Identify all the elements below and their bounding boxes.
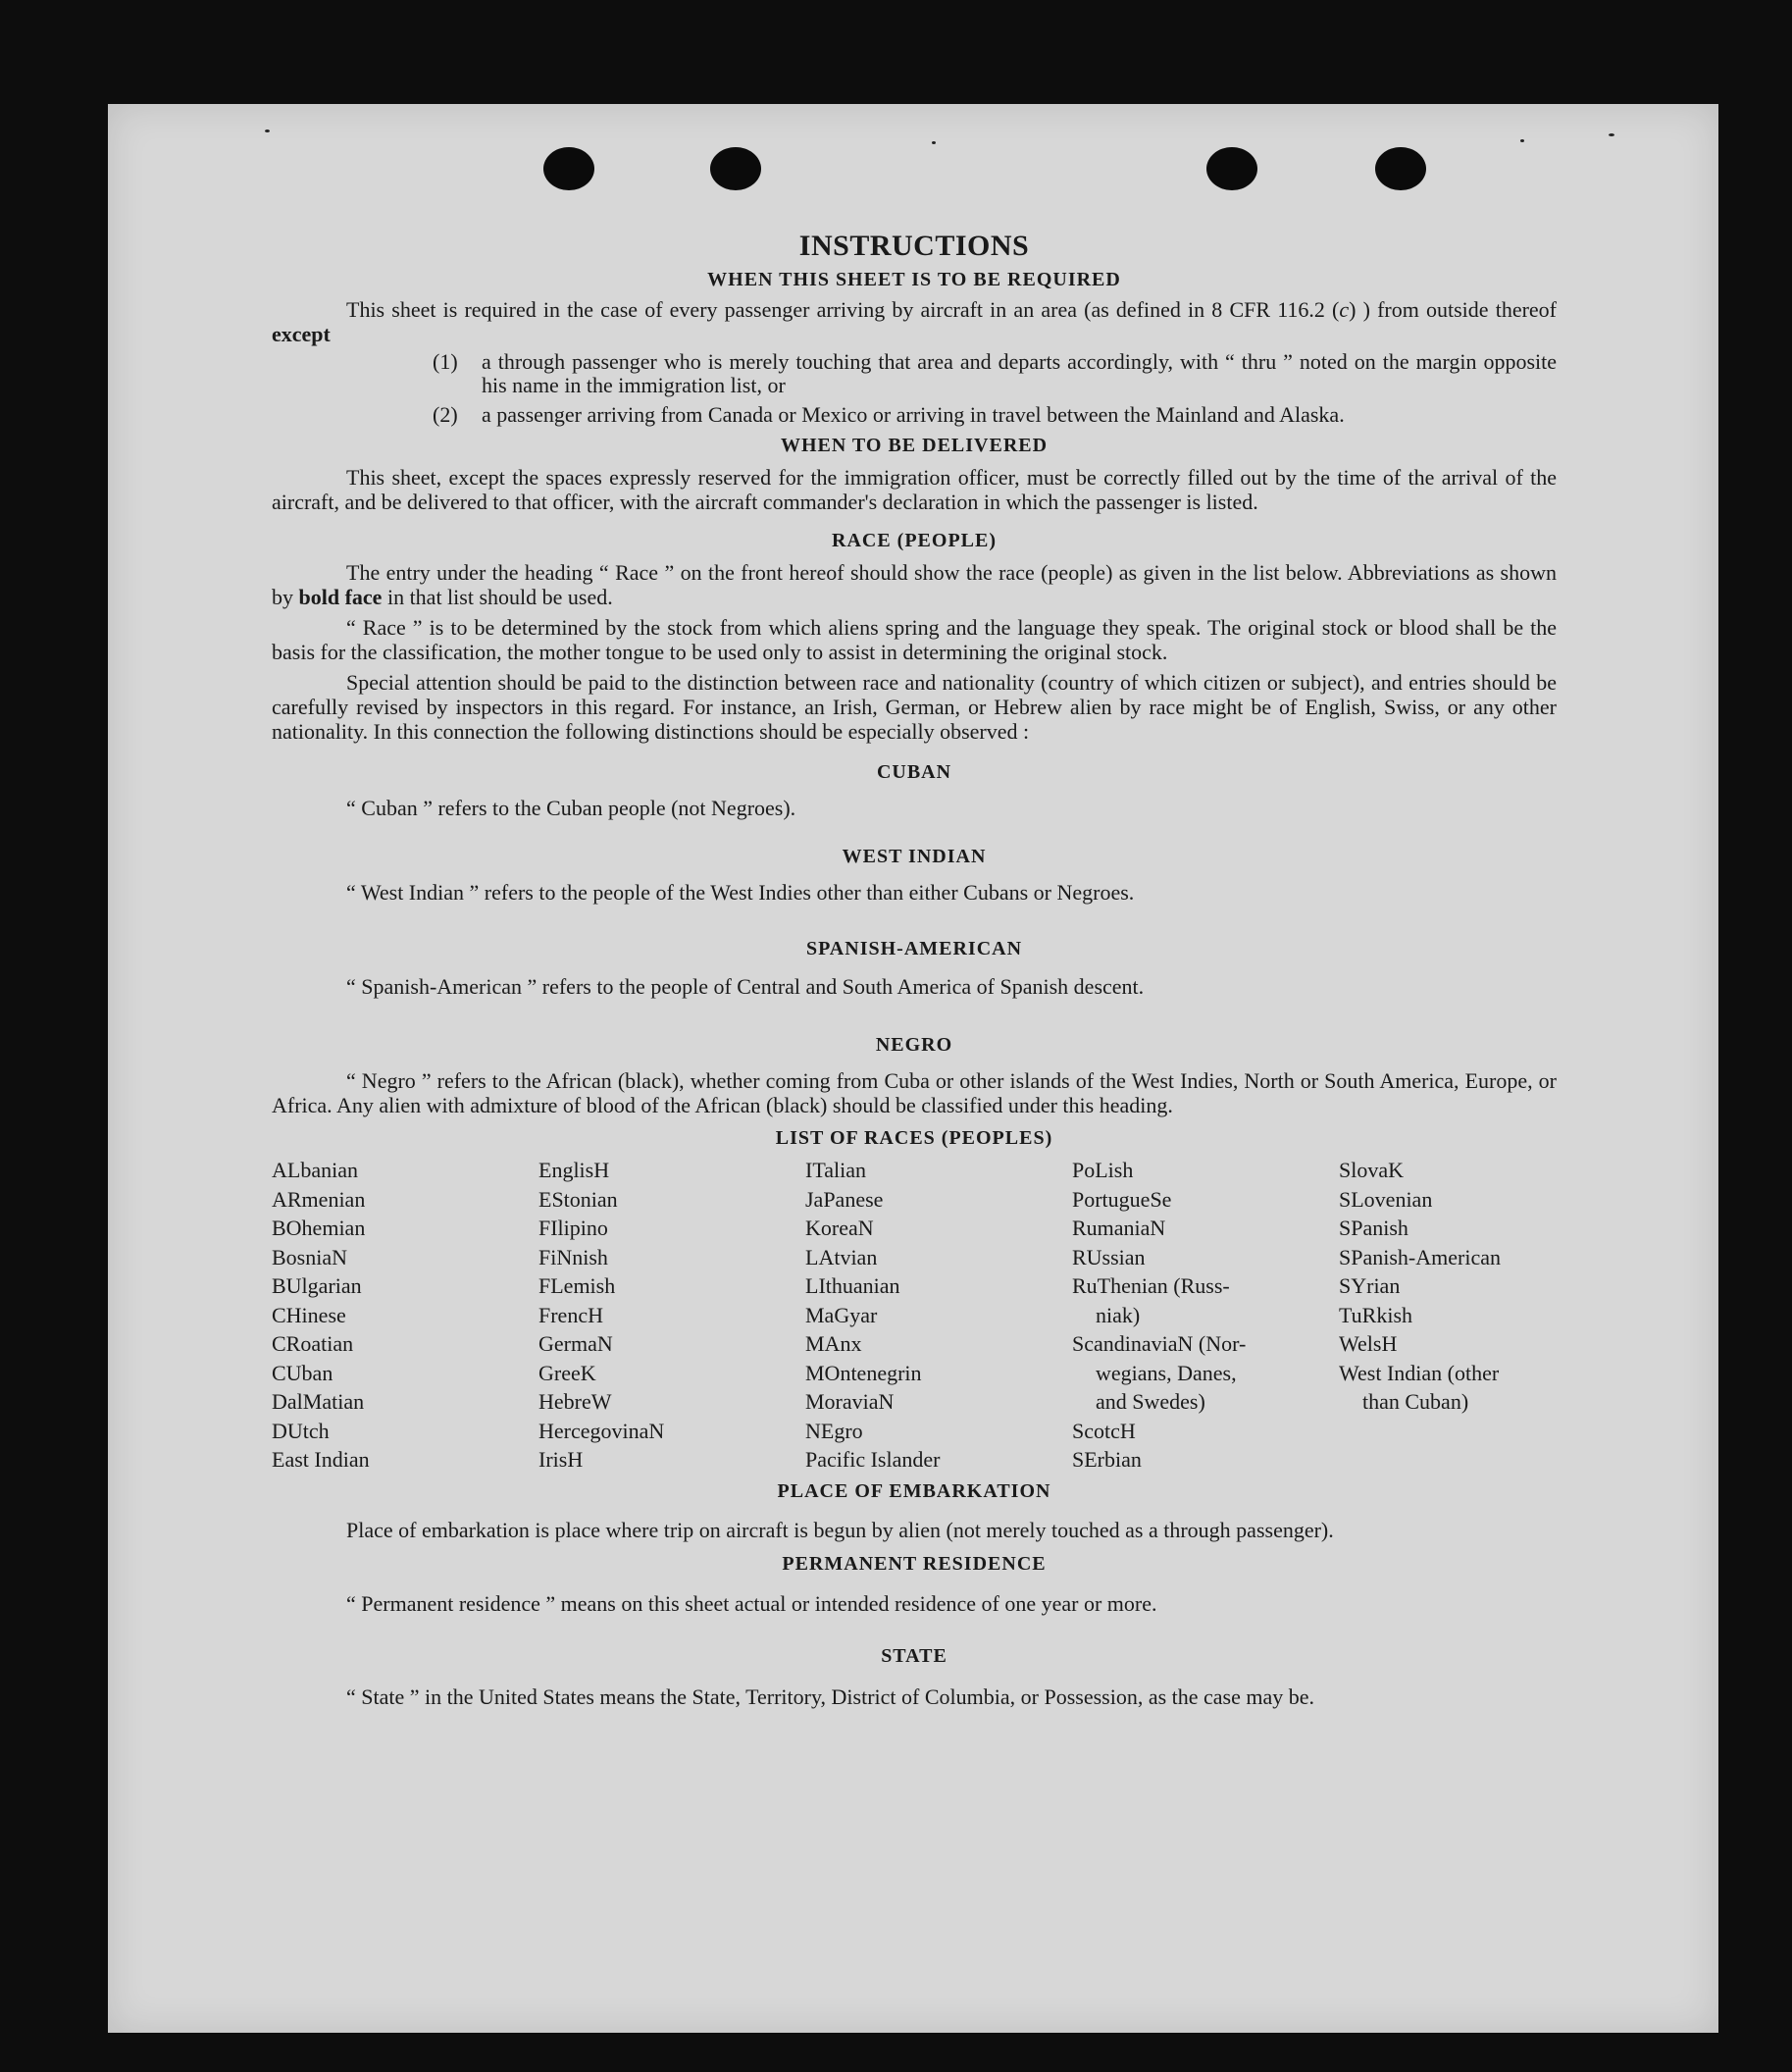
list-item	[433, 350, 1557, 397]
race-item: RumaniaN	[1072, 1216, 1166, 1240]
section-heading: WEST INDIAN	[842, 846, 987, 867]
race-item: CHinese	[272, 1302, 346, 1327]
race-item: MoraviaN	[805, 1389, 895, 1414]
race-item: WelsH	[1339, 1331, 1398, 1356]
race-item: ITalian	[805, 1158, 866, 1182]
race-item: niak)	[1096, 1302, 1141, 1327]
race-item: CUban	[272, 1360, 333, 1385]
race-item: DUtch	[272, 1418, 330, 1443]
race-item: BosniaN	[272, 1244, 347, 1269]
race-item: PoLish	[1072, 1158, 1134, 1182]
item-text: a through passenger who is merely touching that area and departs accordingly, with “ thru ” noted on the margin opposite his name in the immigration list, or	[482, 349, 1557, 397]
section-heading: CUBAN	[876, 761, 952, 783]
race-item: NEgro	[805, 1418, 863, 1443]
race-item: KoreaN	[805, 1216, 874, 1240]
instructions-content	[272, 230, 1557, 1712]
punch-hole	[1206, 147, 1257, 190]
section-heading: PERMANENT RESIDENCE	[782, 1552, 1047, 1575]
page-title: INSTRUCTIONS	[798, 230, 1030, 262]
race-item: West Indian (other	[1339, 1360, 1500, 1385]
section-heading: RACE (PEOPLE)	[832, 530, 997, 551]
race-item: SLovenian	[1339, 1186, 1433, 1212]
race-item: ALbanian	[272, 1158, 358, 1182]
race-item: ScandinaviaN (Nor-	[1072, 1331, 1247, 1356]
race-item: IrisH	[538, 1447, 584, 1472]
paragraph	[272, 297, 1557, 346]
race-item: ScotcH	[1072, 1418, 1136, 1443]
text: in that list should be used.	[382, 585, 613, 609]
paragraph: “ Race ” is to be determined by the stock from which aliens spring and the language they speak. The original stock or blood shall be the basis for the classification, the mother tongue to be used only to assist in determining the original stock.	[272, 615, 1557, 664]
race-item: EnglisH	[538, 1158, 610, 1182]
race-item: FLemish	[538, 1273, 616, 1298]
text: bold face	[298, 585, 383, 609]
race-item: SYrian	[1339, 1273, 1401, 1298]
punch-hole	[1375, 147, 1426, 190]
race-item: CRoatian	[272, 1331, 354, 1356]
race-item: and Swedes)	[1096, 1389, 1205, 1414]
race-item: MAnx	[805, 1331, 862, 1356]
race-item	[1339, 1445, 1557, 1475]
paragraph: Special attention should be paid to the distinction between race and nationality (country of which citizen or subject), and entries should be carefully revised by inspectors in this regard. For instance, an Irish, German, or Hebrew alien by race might be of English, Swiss, or any other nationality. In this connection the following distinctions should be especially observed :	[272, 670, 1557, 744]
item-number: (2)	[433, 402, 458, 427]
race-item: BOhemian	[272, 1216, 366, 1240]
paragraph: “ Spanish-American ” refers to the people of Central and South America of Spanish descent.	[346, 974, 1145, 999]
race-item: MaGyar	[805, 1302, 878, 1327]
section-heading: SPANISH-AMERICAN	[805, 938, 1023, 959]
races-list	[272, 1156, 1557, 1475]
race-item: FIlipino	[538, 1216, 608, 1240]
race-item: SlovaK	[1339, 1158, 1404, 1182]
text: This sheet is required in the case of every passenger arriving by aircraft in an area (as defined in 8 CFR 116.2 (	[346, 297, 1340, 322]
race-item: TuRkish	[1339, 1302, 1413, 1327]
section-heading: STATE	[881, 1644, 947, 1667]
section-heading: PLACE OF EMBARKATION	[777, 1479, 1051, 1502]
paragraph: “ West Indian ” refers to the people of the West Indies other than either Cubans or Negroes.	[346, 880, 1135, 905]
speck	[265, 130, 270, 132]
race-item: BUlgarian	[272, 1273, 362, 1298]
section-heading: LIST OF RACES (PEOPLES)	[775, 1127, 1053, 1149]
race-item: MOntenegrin	[805, 1360, 922, 1385]
paragraph	[272, 560, 1557, 609]
speck	[1609, 133, 1614, 136]
list-item	[433, 403, 1557, 427]
race-item: FiNnish	[538, 1244, 608, 1269]
punch-hole	[710, 147, 761, 190]
race-item: RUssian	[1072, 1244, 1146, 1269]
paragraph: Place of embarkation is place where trip on aircraft is begun by alien (not merely touched as a through passenger).	[346, 1517, 1334, 1542]
race-item: EStonian	[538, 1186, 618, 1212]
race-item: ARmenian	[272, 1186, 366, 1212]
item-text: a passenger arriving from Canada or Mexico or arriving in travel between the Mainland and Alaska.	[482, 402, 1345, 427]
race-item: SPanish-American	[1339, 1244, 1501, 1269]
race-item: GermaN	[538, 1331, 613, 1356]
race-item: wegians, Danes,	[1096, 1360, 1237, 1385]
race-item: JaPanese	[805, 1186, 884, 1212]
race-item	[1339, 1417, 1557, 1446]
section-heading: WHEN THIS SHEET IS TO BE REQUIRED	[707, 269, 1121, 290]
section-heading: WHEN TO BE DELIVERED	[780, 435, 1049, 456]
paragraph: “ Negro ” refers to the African (black), whether coming from Cuba or other islands of the West Indies, North or South America, Europe, or Africa. Any alien with admixture of blood of the African (black) should be classified under this heading.	[272, 1068, 1557, 1117]
paragraph: This sheet, except the spaces expressly reserved for the immigration officer, must be correctly filled out by the time of the arrival of the aircraft, and be delivered to that officer, with the aircraft commander's declaration in which the passenger is listed.	[272, 465, 1557, 514]
race-item: DalMatian	[272, 1389, 365, 1414]
item-number: (1)	[433, 349, 458, 374]
race-item: HebreW	[538, 1389, 612, 1414]
race-item: GreeK	[538, 1360, 596, 1385]
text: The entry under the heading “ Race ” on the front hereof should show the race (people) as given in the list below. Abbreviations as shown by	[272, 560, 1557, 609]
race-item: FrencH	[538, 1302, 603, 1327]
text: except	[272, 322, 331, 346]
race-item: RuThenian (Russ-	[1072, 1273, 1230, 1298]
race-item: East Indian	[272, 1447, 370, 1472]
speck	[932, 141, 936, 144]
document-sheet	[108, 104, 1718, 2033]
section-heading: NEGRO	[875, 1034, 953, 1056]
race-item: than Cuban)	[1362, 1389, 1469, 1414]
speck	[1520, 139, 1524, 142]
race-item: PortugueSe	[1072, 1186, 1172, 1212]
race-item: LAtvian	[805, 1244, 878, 1269]
paragraph: “ Permanent residence ” means on this sheet actual or intended residence of one year or more.	[346, 1590, 1157, 1616]
paragraph: “ State ” in the United States means the State, Territory, District of Columbia, or Possession, as the case may be.	[346, 1684, 1315, 1709]
punch-hole	[543, 147, 594, 190]
text: c	[1339, 297, 1350, 322]
race-item: SPanish	[1339, 1216, 1408, 1240]
race-item: SErbian	[1072, 1447, 1142, 1472]
race-item: LIthuanian	[805, 1273, 900, 1298]
text: ) ) from outside thereof	[1349, 297, 1557, 322]
race-item: Pacific Islander	[805, 1447, 941, 1472]
race-item: HercegovinaN	[538, 1418, 665, 1443]
paragraph: “ Cuban ” refers to the Cuban people (not Negroes).	[346, 796, 796, 820]
